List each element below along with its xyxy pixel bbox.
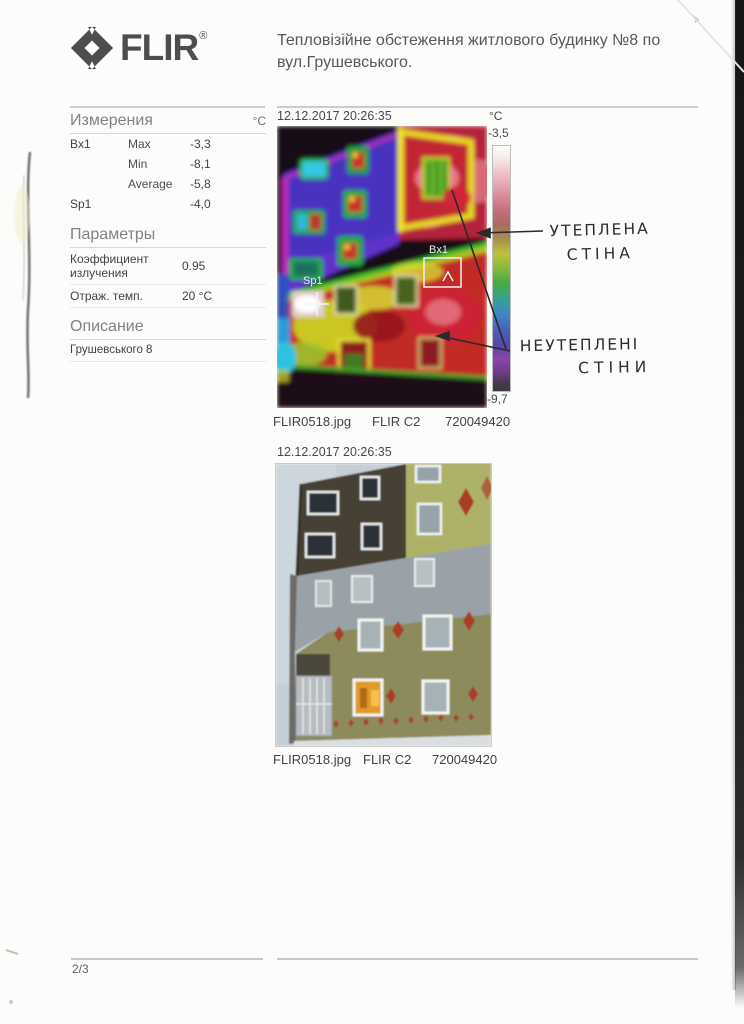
report-title-line1: Тепловізійне обстеження житлового будинку №8 по bbox=[277, 32, 661, 49]
sidebar bbox=[70, 112, 266, 362]
scale-max-value: -3,5 bbox=[488, 126, 509, 140]
measurement-value: -4,0 bbox=[190, 197, 211, 211]
measurement-row bbox=[70, 174, 266, 194]
measurement-value: -8,1 bbox=[190, 157, 211, 171]
measurement-stat: Min bbox=[128, 157, 148, 171]
temperature-scalebar bbox=[492, 145, 511, 392]
measurements-heading: Измерения bbox=[70, 112, 153, 129]
thermal-caption-camera: FLIR C2 bbox=[372, 414, 421, 429]
description-text: Грушевського 8 bbox=[70, 340, 266, 362]
thermal-timestamp: 12.12.2017 20:26:35 bbox=[277, 109, 392, 123]
parameter-label: Коэффициент излучения bbox=[70, 252, 149, 280]
report-title-line2: вул.Грушевського. bbox=[277, 54, 413, 71]
measurement-stat bbox=[128, 197, 190, 211]
measurement-stat: Average bbox=[128, 177, 173, 191]
page-number: 2/3 bbox=[72, 962, 89, 976]
measurement-label bbox=[70, 157, 128, 171]
measurement-value: -5,8 bbox=[190, 177, 211, 191]
measurement-value: -3,3 bbox=[190, 137, 211, 151]
thermal-caption-filename: FLIR0518.jpg bbox=[273, 414, 352, 429]
photo-timestamp: 12.12.2017 20:26:35 bbox=[277, 445, 392, 459]
annotation-insulated-line1: УТЕПЛЕНА bbox=[549, 219, 650, 241]
arrow-insulated-line bbox=[481, 231, 543, 233]
measurement-label bbox=[70, 177, 128, 191]
measurement-row bbox=[70, 134, 266, 154]
scale-unit: °C bbox=[489, 109, 503, 123]
scan-edge-right-soft bbox=[731, 0, 736, 990]
measurements-header bbox=[70, 112, 266, 134]
annotation-insulated-line2: СТІНА bbox=[566, 244, 635, 264]
photo-caption-serial: 720049420 bbox=[432, 752, 498, 767]
photo-caption-filename: FLIR0518.jpg bbox=[273, 752, 352, 767]
report-title bbox=[277, 30, 687, 74]
footer-divider-right bbox=[277, 958, 698, 960]
measurement-stat: Max bbox=[128, 137, 151, 151]
parameter-row bbox=[70, 248, 266, 285]
flir-logo-text: FLIR bbox=[120, 27, 199, 68]
thermal-image-render bbox=[277, 126, 487, 408]
header-divider-left bbox=[70, 106, 265, 108]
box-marker-label: Bx1 bbox=[429, 244, 448, 256]
thermal-image bbox=[277, 126, 487, 408]
parameter-value: 20 °C bbox=[182, 289, 213, 303]
description-heading: Описание bbox=[70, 318, 144, 335]
parameter-value: 0.95 bbox=[182, 259, 206, 273]
spot-marker-label: Sp1 bbox=[303, 275, 323, 287]
measurement-label: Sp1 bbox=[70, 197, 92, 211]
measurement-row bbox=[70, 194, 266, 214]
parameter-row bbox=[70, 285, 266, 308]
parameters-heading: Параметры bbox=[70, 226, 156, 243]
measurement-label: Bx1 bbox=[70, 137, 91, 151]
description-header bbox=[70, 318, 266, 340]
thermal-caption-serial: 720049420 bbox=[445, 414, 511, 429]
annotation-uninsulated-walls bbox=[520, 335, 661, 378]
annotation-uninsulated-line2: СТІНИ bbox=[578, 357, 652, 378]
photo-image bbox=[275, 463, 492, 747]
scan-edge-right bbox=[735, 0, 744, 1008]
scale-min-value: -9,7 bbox=[487, 392, 508, 406]
header-divider-right bbox=[277, 106, 698, 108]
flir-logo bbox=[70, 26, 206, 70]
annotation-insulated-wall bbox=[543, 220, 656, 265]
flir-logo-icon bbox=[70, 26, 114, 70]
photo-caption-camera: FLIR C2 bbox=[363, 752, 412, 767]
measurement-row bbox=[70, 154, 266, 174]
parameter-label: Отраж. темп. bbox=[70, 289, 143, 303]
registered-mark: ® bbox=[199, 30, 208, 42]
measurements-unit: °C bbox=[252, 114, 266, 128]
footer-divider-left bbox=[71, 958, 263, 960]
parameters-header bbox=[70, 226, 266, 248]
photo-image-render bbox=[276, 464, 491, 746]
annotation-uninsulated-line1: НЕУТЕПЛЕНІ bbox=[519, 335, 640, 356]
